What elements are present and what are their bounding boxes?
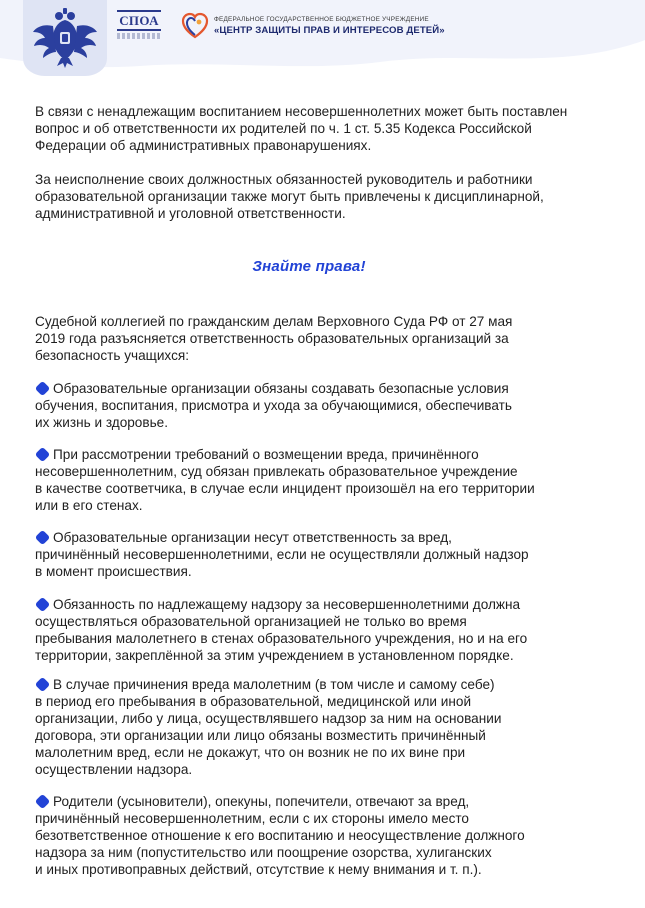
list-item <box>35 596 527 664</box>
list-item <box>35 446 535 514</box>
list-item-text: Родители (усыновители), опекуны, попечители, отвечают за вред, причинённый несовершеннолетним, если с их стороны имело место безответственное отношение к его воспитанию и неосуществление должного надзора за ним (попустительство или поощрение озорства, хулиганских и иных противоправных действий, отсутствие к нему внимания и т. п.). <box>35 794 525 877</box>
diamond-bullet-icon <box>35 447 51 463</box>
intro-paragraph-staff: За неисполнение своих должностных обязанностей руководитель и работники образовательной организации также могут быть привлечены к дисциплинарной, административной и уголовной ответственности. <box>35 172 544 221</box>
list-item-text: Обязанность по надлежащему надзору за несовершеннолетними должна осуществляться образовательной организацией не только во время пребывания малолетнего в стенах образовательного учреждения, но и на его территории, закреплённой за этим учреждением в установленном порядке. <box>35 597 528 663</box>
know-your-rights-heading: Знайте права! <box>252 258 366 275</box>
list-item-text: В случае причинения вреда малолетним (в том числе и самому себе) в период его пребывания в образовательной, медицинской или иной организации, либо у лица, осуществлявшего надзор за ним на основании договора, эти организации или лицо обязаны возместить причинённый малолетним вред, если не докажут, что он возник не по их вине при осуществлении надзора. <box>35 677 502 777</box>
spoa-logo <box>117 10 161 44</box>
coat-of-arms-emblem <box>23 0 107 76</box>
child-rights-center-logo <box>180 9 450 41</box>
diamond-bullet-icon <box>35 597 51 613</box>
diamond-bullet-icon <box>35 381 51 397</box>
spoa-logo-mark: СПОА <box>117 10 161 31</box>
list-item-text: Образовательные организации несут ответственность за вред, причинённый несовершеннолетними, если не осуществляли должный надзор в момент происшествия. <box>35 530 529 579</box>
heart-hands-icon <box>180 10 210 40</box>
supreme-court-paragraph: Судебной коллегией по гражданским делам Верховного Суда РФ от 27 мая 2019 года разъясняется ответственность образовательных организаций за безопасность учащихся: <box>35 314 513 363</box>
list-item <box>35 676 501 778</box>
diamond-bullet-icon <box>35 794 51 810</box>
diamond-bullet-icon <box>35 677 51 693</box>
list-item-text: Образовательные организации обязаны создавать безопасные условия обучения, воспитания, присмотра и ухода за обучающимися, обеспечивать их жизнь и здоровье. <box>35 381 512 430</box>
center-logo-title: «ЦЕНТР ЗАЩИТЫ ПРАВ И ИНТЕРЕСОВ ДЕТЕЙ» <box>214 25 445 36</box>
intro-paragraph-parents: В связи с ненадлежащим воспитанием несовершеннолетних может быть поставлен вопрос и об ответственности их родителей по ч. 1 ст. 5.35 Кодекса Российской Федерации об административных правонарушениях. <box>35 104 568 153</box>
list-item-text: При рассмотрении требований о возмещении вреда, причинённого несовершеннолетним, суд обязан привлекать образовательное учреждение в качестве соответчика, в случае если инцидент произошёл на его территории или в его стенах. <box>35 447 535 513</box>
spoa-logo-caption <box>117 33 161 39</box>
diamond-bullet-icon <box>35 530 51 546</box>
list-item <box>35 529 529 580</box>
center-logo-caption: ФЕДЕРАЛЬНОЕ ГОСУДАРСТВЕННОЕ БЮДЖЕТНОЕ УЧРЕЖДЕНИЕ <box>214 16 429 23</box>
list-item <box>35 793 525 878</box>
list-item <box>35 380 512 431</box>
